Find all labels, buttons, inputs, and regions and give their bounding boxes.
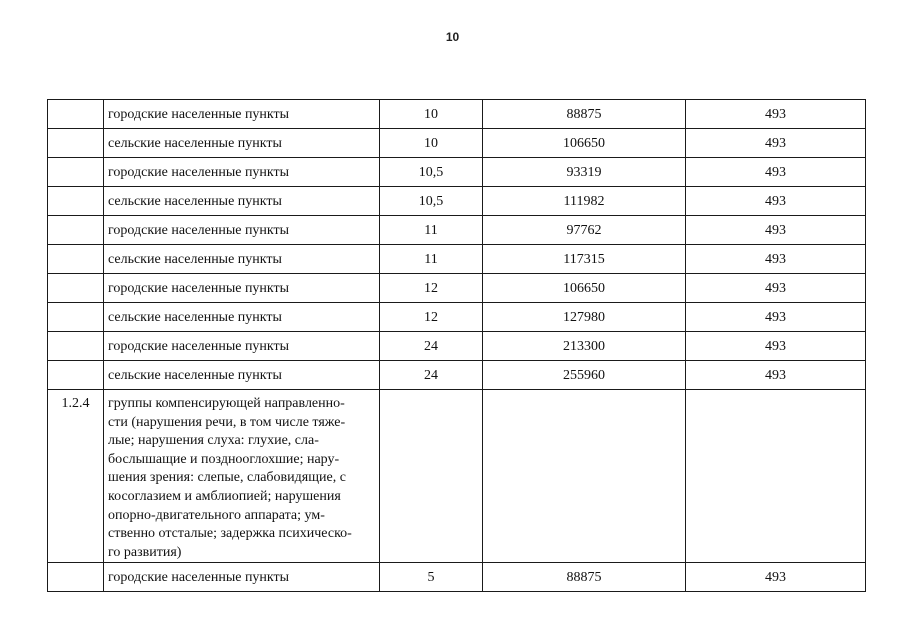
value-cell-1: 24 <box>380 332 483 361</box>
page-number: 10 <box>445 30 460 44</box>
row-number-cell: 1.2.4 <box>48 390 104 563</box>
row-number-cell <box>48 361 104 390</box>
table-row <box>48 129 866 158</box>
value-cell-3: 493 <box>686 245 866 274</box>
value-cell-3: 493 <box>686 187 866 216</box>
value-cell-2: 106650 <box>483 274 686 303</box>
row-name-cell: сельские населенные пункты <box>104 187 380 216</box>
row-number-cell <box>48 129 104 158</box>
value-cell-3: 493 <box>686 129 866 158</box>
row-number-cell <box>48 563 104 592</box>
table-row <box>48 303 866 332</box>
row-name-cell: городские населенные пункты <box>104 332 380 361</box>
value-cell-2: 127980 <box>483 303 686 332</box>
value-cell-1: 11 <box>380 245 483 274</box>
table-row <box>48 361 866 390</box>
value-cell-2: 111982 <box>483 187 686 216</box>
row-name-cell: городские населенные пункты <box>104 563 380 592</box>
value-cell-3: 493 <box>686 100 866 129</box>
row-name-cell: городские населенные пункты <box>104 158 380 187</box>
row-name-cell: сельские населенные пункты <box>104 245 380 274</box>
row-name-cell: сельские населенные пункты <box>104 361 380 390</box>
value-cell-1: 12 <box>380 303 483 332</box>
table-body <box>48 100 866 592</box>
row-number-cell <box>48 245 104 274</box>
value-cell-2: 97762 <box>483 216 686 245</box>
value-cell-2: 93319 <box>483 158 686 187</box>
row-number-cell <box>48 332 104 361</box>
value-cell-2: 88875 <box>483 563 686 592</box>
table-row <box>48 274 866 303</box>
value-cell-2: 106650 <box>483 129 686 158</box>
value-cell-1: 11 <box>380 216 483 245</box>
row-name-cell: группы компенсирующей направленно- сти (нарушения речи, в том числе тяже- лые; нарушения слуха: глухие, сла- бослышащие и позднооглохшие; нару- шения зрения: слепые, слабовидящие, с косоглазием и амблиопией; нарушения опорно-двигательного аппарата; ум- ственно отсталые; задержка психическо- го развития) <box>104 390 380 563</box>
value-cell-1: 24 <box>380 361 483 390</box>
value-cell-2: 255960 <box>483 361 686 390</box>
value-cell-3: 493 <box>686 563 866 592</box>
value-cell-3: 493 <box>686 274 866 303</box>
row-number-cell <box>48 274 104 303</box>
value-cell-2 <box>483 390 686 563</box>
value-cell-1: 10,5 <box>380 158 483 187</box>
row-number-cell <box>48 158 104 187</box>
row-number-cell <box>48 100 104 129</box>
table-row <box>48 563 866 592</box>
value-cell-1 <box>380 390 483 563</box>
row-name-cell: сельские населенные пункты <box>104 129 380 158</box>
value-cell-1: 12 <box>380 274 483 303</box>
value-cell-1: 5 <box>380 563 483 592</box>
row-name-cell: городские населенные пункты <box>104 216 380 245</box>
table-row <box>48 390 866 563</box>
table-row <box>48 187 866 216</box>
value-cell-1: 10,5 <box>380 187 483 216</box>
table-row <box>48 332 866 361</box>
table-row <box>48 100 866 129</box>
value-cell-3: 493 <box>686 332 866 361</box>
value-cell-3 <box>686 390 866 563</box>
value-cell-1: 10 <box>380 100 483 129</box>
value-cell-3: 493 <box>686 216 866 245</box>
table-row <box>48 245 866 274</box>
value-cell-2: 88875 <box>483 100 686 129</box>
data-table <box>47 99 866 592</box>
value-cell-1: 10 <box>380 129 483 158</box>
value-cell-3: 493 <box>686 303 866 332</box>
row-number-cell <box>48 187 104 216</box>
table-row <box>48 216 866 245</box>
value-cell-3: 493 <box>686 361 866 390</box>
row-name-cell: городские населенные пункты <box>104 100 380 129</box>
row-number-cell <box>48 303 104 332</box>
table-row <box>48 158 866 187</box>
value-cell-2: 117315 <box>483 245 686 274</box>
row-name-cell: городские населенные пункты <box>104 274 380 303</box>
value-cell-3: 493 <box>686 158 866 187</box>
row-name-cell: сельские населенные пункты <box>104 303 380 332</box>
value-cell-2: 213300 <box>483 332 686 361</box>
row-number-cell <box>48 216 104 245</box>
